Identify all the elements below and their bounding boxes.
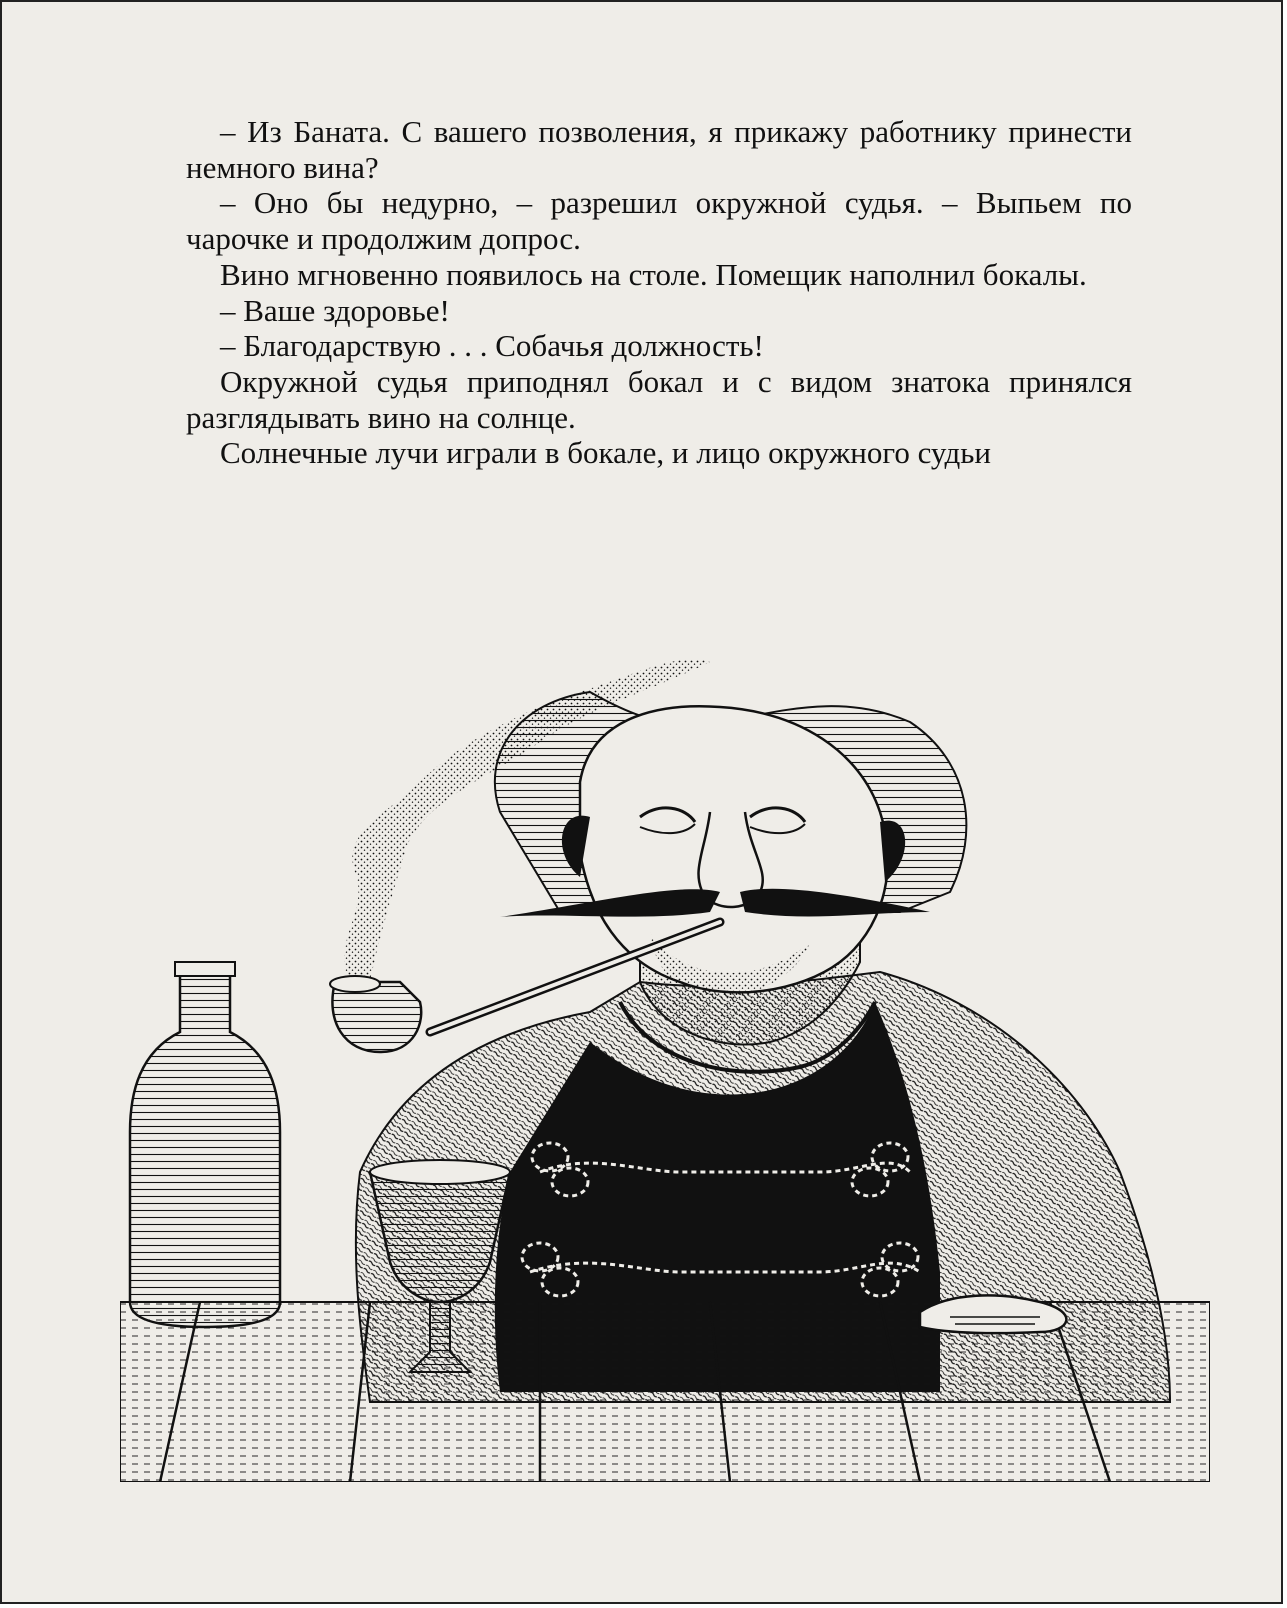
paragraph: – Благодарствую . . . Собачья должность! [220, 328, 764, 364]
paragraph: Окружной судья приподнял бокал и с видом знатока принялся разглядывать вино на солнце. [186, 363, 1132, 435]
paragraph: Солнечные лучи играли в бокале, и лицо окружного судьи [220, 435, 991, 471]
bottle [130, 962, 280, 1327]
ink-illustration [120, 612, 1210, 1482]
paragraph: – Из Баната. С вашего позволения, я прикажу работнику принести немного вина? [186, 114, 1132, 185]
paragraph: – Ваше здоровье! [220, 292, 450, 328]
paragraph: Вино мгновенно появилось на столе. Помещик наполнил бокалы. [220, 256, 1087, 292]
paragraph: – Оно бы недурно, – разрешил окружной судья. – Выпьем по чарочке и продолжим допрос. [186, 185, 1132, 257]
body-text [186, 114, 1132, 471]
